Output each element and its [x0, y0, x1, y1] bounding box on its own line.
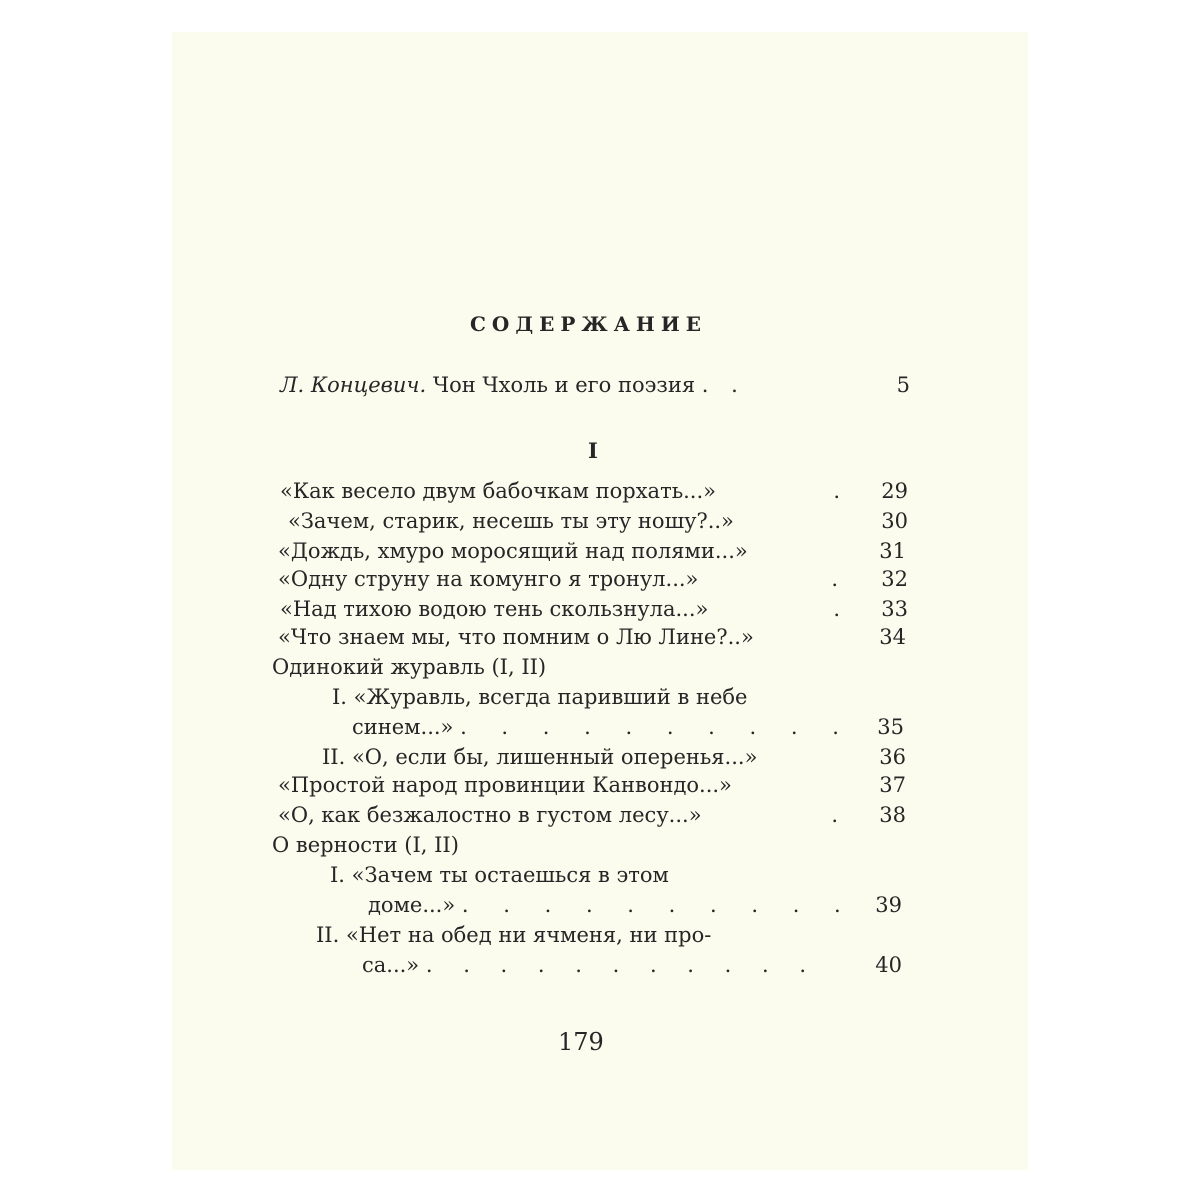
entry-leader: .: [833, 479, 840, 503]
entry-text: «О, как безжалостно в густом лесу...»: [278, 803, 702, 827]
subentry-text: I. «Журавль, всегда паривший в небе: [332, 685, 748, 709]
entry-page-number: 32: [881, 567, 908, 591]
entry-text: «Дождь, хмуро моросящий над полями...»: [278, 539, 748, 563]
toc-entry: [288, 508, 840, 534]
intro-page-number: 5: [896, 373, 910, 397]
entry-text: «Что знаем мы, что помним о Лю Лине?..»: [278, 625, 754, 649]
toc-entry: [278, 772, 840, 798]
subentry-text: синем...»: [352, 715, 454, 739]
page-title: СОДЕРЖАНИЕ: [470, 312, 707, 336]
subentry-page-number: 39: [875, 893, 902, 917]
toc-entry: [278, 566, 838, 592]
toc-subentry-line: [332, 684, 840, 710]
toc-entry: [278, 624, 840, 650]
subentry-page-number: 36: [879, 745, 906, 769]
entry-text: «Простой народ провинции Канвондо...»: [278, 773, 732, 797]
subentry-leader: . . . . . . . . . .: [461, 893, 855, 917]
toc-entry: [278, 538, 840, 564]
subentry-page-number: 35: [877, 715, 904, 739]
entry-page-number: 34: [879, 625, 906, 649]
toc-subentry-line: [368, 892, 855, 918]
toc-subentry-line: [352, 714, 853, 740]
subentry-text: са...»: [362, 953, 420, 977]
page-number: 179: [558, 1028, 604, 1056]
subentry-text: доме...»: [368, 893, 456, 917]
entry-page-number: 33: [881, 597, 908, 621]
entry-text: «Как весело двум бабочкам порхать...»: [280, 479, 716, 503]
subentry-leader: . . . . . . . . . .: [460, 715, 853, 739]
toc-group-title: Одинокий журавль (I, II): [272, 655, 547, 679]
entry-leader: .: [831, 803, 838, 827]
entry-page-number: 31: [879, 539, 906, 563]
subentry-page-number: 40: [875, 953, 902, 977]
entry-page-number: 29: [881, 479, 908, 503]
subentry-text: II. «О, если бы, лишенный оперенья...»: [322, 745, 758, 769]
entry-page-number: 38: [879, 803, 906, 827]
toc-entry: [278, 802, 838, 828]
intro-author: Л. Концевич.: [280, 373, 427, 397]
subentry-text: II. «Нет на обед ни ячменя, ни про-: [316, 923, 712, 947]
intro-leader: . .: [701, 373, 746, 397]
section-number: I: [588, 438, 598, 463]
entry-text: «Над тихою водою тень скользнула...»: [280, 597, 709, 621]
toc-group-title: О верности (I, II): [272, 833, 459, 857]
entry-page-number: 30: [881, 509, 908, 533]
toc-entry: [280, 596, 840, 622]
toc-subentry-line: [316, 922, 836, 948]
entry-leader: .: [833, 597, 840, 621]
entry-page-number: 37: [879, 773, 906, 797]
toc-subentry: [322, 744, 840, 770]
subentry-leader: . . . . . . . . . . .: [425, 953, 819, 977]
entry-leader: .: [831, 567, 838, 591]
toc-subentry-line: [330, 862, 836, 888]
entry-text: «Одну струну на комунго я тронул...»: [278, 567, 699, 591]
intro-title: Чон Чхоль и его поэзия: [432, 373, 696, 397]
subentry-text: I. «Зачем ты остаешься в этом: [330, 863, 669, 887]
entry-text: «Зачем, старик, несешь ты эту ношу?..»: [288, 509, 734, 533]
toc-entry-intro: [280, 372, 850, 398]
toc-entry: [280, 478, 840, 504]
toc-subentry-line: [362, 952, 818, 978]
